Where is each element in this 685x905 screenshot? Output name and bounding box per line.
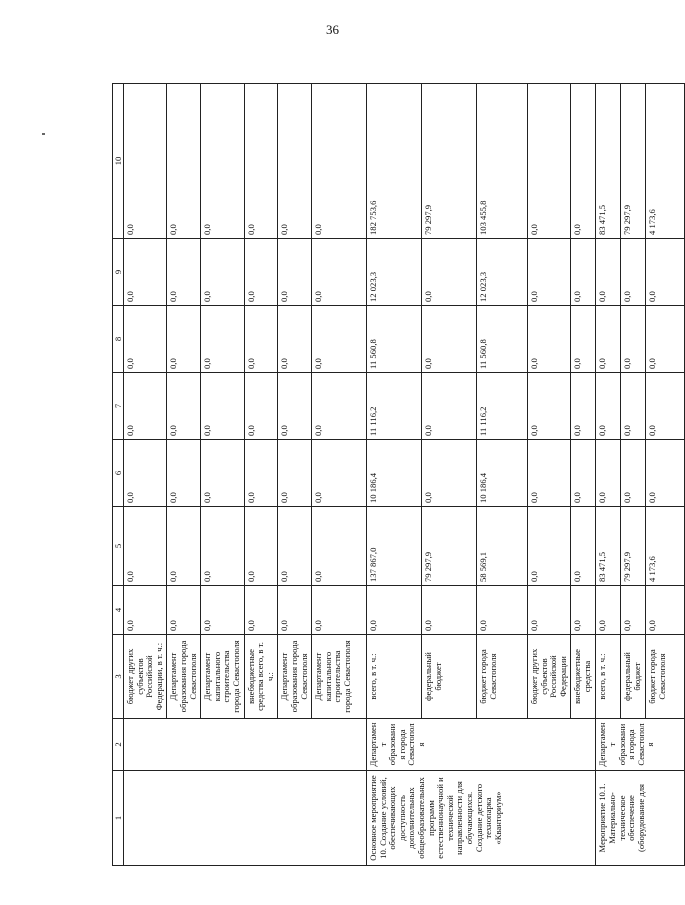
value-cell: 0,0 <box>167 440 201 507</box>
value-cell: 11 560,8 <box>477 306 528 373</box>
value-cell: 0,0 <box>167 507 201 586</box>
value-cell: 0,0 <box>167 586 201 635</box>
value-cell: 0,0 <box>528 586 571 635</box>
header-cell: 3 <box>113 635 124 719</box>
empty-cell <box>124 771 367 866</box>
value-cell: 0,0 <box>528 440 571 507</box>
header-row <box>113 84 124 866</box>
value-cell: 0,0 <box>124 507 167 586</box>
value-cell: 0,0 <box>278 586 312 635</box>
value-cell: 0,0 <box>244 306 278 373</box>
value-cell: 0,0 <box>201 373 244 440</box>
value-cell: 0,0 <box>278 84 312 239</box>
value-cell: 0,0 <box>124 440 167 507</box>
header-cell: 9 <box>113 239 124 306</box>
value-cell: 0,0 <box>124 373 167 440</box>
value-cell: 0,0 <box>167 373 201 440</box>
value-cell: 0,0 <box>124 84 167 239</box>
header-cell: 7 <box>113 373 124 440</box>
value-cell: 0,0 <box>528 84 571 239</box>
value-cell: 0,0 <box>646 373 685 440</box>
table-row <box>124 84 167 866</box>
value-cell: 0,0 <box>312 239 367 306</box>
responsible-executor: Департамент образования города Севастополя <box>367 719 596 771</box>
activity-name: Основное мероприятие 10. Создание условий, обеспечивающих доступность дополнительных общеобразовательных программ естественнонаучной и технической направленности для обучающихся. Создание детского технопарка «Кванториум» <box>367 771 596 866</box>
value-cell: 0,0 <box>312 507 367 586</box>
funding-source: Департамент образования города Севастополя <box>167 635 201 719</box>
value-cell: 83 471,5 <box>596 84 621 239</box>
value-cell: 0,0 <box>621 440 646 507</box>
value-cell: 0,0 <box>201 239 244 306</box>
value-cell: 0,0 <box>571 306 596 373</box>
value-cell: 0,0 <box>244 440 278 507</box>
funding-source: всего, в т. ч.: <box>367 635 422 719</box>
value-cell: 0,0 <box>621 239 646 306</box>
value-cell: 79 297,9 <box>621 507 646 586</box>
value-cell: 11 116,2 <box>367 373 422 440</box>
value-cell: 0,0 <box>278 440 312 507</box>
value-cell: 0,0 <box>278 306 312 373</box>
scan-speck <box>42 133 45 135</box>
value-cell: 0,0 <box>571 507 596 586</box>
value-cell: 0,0 <box>278 239 312 306</box>
header-cell: 5 <box>113 507 124 586</box>
value-cell: 0,0 <box>167 84 201 239</box>
value-cell: 0,0 <box>244 373 278 440</box>
value-cell: 0,0 <box>571 373 596 440</box>
table-row <box>367 84 422 866</box>
value-cell: 0,0 <box>571 440 596 507</box>
value-cell: 79 297,9 <box>621 84 646 239</box>
value-cell: 0,0 <box>201 306 244 373</box>
value-cell: 10 186,4 <box>477 440 528 507</box>
value-cell: 0,0 <box>646 440 685 507</box>
value-cell: 0,0 <box>571 586 596 635</box>
value-cell: 0,0 <box>528 373 571 440</box>
funding-source: бюджет других субъектов Российской Федерации, в т. ч.: <box>124 635 167 719</box>
funding-source: Департамент капитального строительства города Севастополя <box>201 635 244 719</box>
table-row <box>596 84 621 866</box>
budget-table <box>112 83 685 866</box>
header-cell: 4 <box>113 586 124 635</box>
funding-source: всего, в т. ч.: <box>596 635 621 719</box>
value-cell: 0,0 <box>621 373 646 440</box>
value-cell: 11 116,2 <box>477 373 528 440</box>
rotated-table-wrapper <box>112 84 668 866</box>
value-cell: 0,0 <box>646 586 685 635</box>
value-cell: 0,0 <box>422 306 477 373</box>
value-cell: 0,0 <box>528 306 571 373</box>
responsible-executor: Департамент образования города Севастополя <box>596 719 685 771</box>
funding-source: бюджет города Севастополя <box>646 635 685 719</box>
empty-cell <box>124 719 367 771</box>
funding-source: бюджет других субъектов Российской Федерации <box>528 635 571 719</box>
value-cell: 0,0 <box>596 440 621 507</box>
value-cell: 0,0 <box>571 84 596 239</box>
header-cell: 2 <box>113 719 124 771</box>
value-cell: 0,0 <box>201 84 244 239</box>
value-cell: 0,0 <box>571 239 596 306</box>
value-cell: 12 023,3 <box>477 239 528 306</box>
value-cell: 0,0 <box>646 239 685 306</box>
funding-source: Департамент капитального строительства города Севастополя <box>312 635 367 719</box>
funding-source: внебюджетные средства всего, в т. ч.: <box>244 635 278 719</box>
value-cell: 79 297,9 <box>422 507 477 586</box>
value-cell: 0,0 <box>621 586 646 635</box>
value-cell: 0,0 <box>422 440 477 507</box>
value-cell: 0,0 <box>422 239 477 306</box>
funding-source: федеральный бюджет <box>422 635 477 719</box>
value-cell: 79 297,9 <box>422 84 477 239</box>
value-cell: 0,0 <box>312 440 367 507</box>
header-cell: 6 <box>113 440 124 507</box>
value-cell: 0,0 <box>167 306 201 373</box>
value-cell: 0,0 <box>646 306 685 373</box>
value-cell: 0,0 <box>124 306 167 373</box>
value-cell: 0,0 <box>422 373 477 440</box>
value-cell: 4 173,6 <box>646 507 685 586</box>
value-cell: 58 569,1 <box>477 507 528 586</box>
value-cell: 0,0 <box>201 440 244 507</box>
value-cell: 0,0 <box>596 239 621 306</box>
value-cell: 0,0 <box>528 507 571 586</box>
header-cell: 10 <box>113 84 124 239</box>
value-cell: 0,0 <box>367 586 422 635</box>
header-cell: 8 <box>113 306 124 373</box>
header-cell: 1 <box>113 771 124 866</box>
value-cell: 11 560,8 <box>367 306 422 373</box>
value-cell: 0,0 <box>244 239 278 306</box>
funding-source: внебюджетные средства <box>571 635 596 719</box>
value-cell: 0,0 <box>312 373 367 440</box>
funding-source: федеральный бюджет <box>621 635 646 719</box>
value-cell: 0,0 <box>596 373 621 440</box>
value-cell: 0,0 <box>422 586 477 635</box>
funding-source: бюджет города Севастополя <box>477 635 528 719</box>
value-cell: 4 173,6 <box>646 84 685 239</box>
value-cell: 0,0 <box>312 306 367 373</box>
value-cell: 182 753,6 <box>367 84 422 239</box>
value-cell: 0,0 <box>167 239 201 306</box>
value-cell: 0,0 <box>244 84 278 239</box>
value-cell: 0,0 <box>201 586 244 635</box>
value-cell: 0,0 <box>124 239 167 306</box>
value-cell: 137 867,0 <box>367 507 422 586</box>
value-cell: 103 455,8 <box>477 84 528 239</box>
value-cell: 0,0 <box>528 239 571 306</box>
value-cell: 83 471,5 <box>596 507 621 586</box>
value-cell: 0,0 <box>278 507 312 586</box>
value-cell: 0,0 <box>244 586 278 635</box>
value-cell: 12 023,3 <box>367 239 422 306</box>
value-cell: 0,0 <box>596 586 621 635</box>
value-cell: 0,0 <box>312 84 367 239</box>
value-cell: 0,0 <box>477 586 528 635</box>
value-cell: 0,0 <box>596 306 621 373</box>
value-cell: 0,0 <box>201 507 244 586</box>
value-cell: 0,0 <box>312 586 367 635</box>
value-cell: 0,0 <box>621 306 646 373</box>
value-cell: 0,0 <box>244 507 278 586</box>
funding-source: Департамент образования города Севастополя <box>278 635 312 719</box>
page-number: 36 <box>326 22 339 37</box>
value-cell: 0,0 <box>278 373 312 440</box>
value-cell: 0,0 <box>124 586 167 635</box>
value-cell: 10 186,4 <box>367 440 422 507</box>
activity-name: Мероприятие 10.1. Материально-техническое обеспечение (оборудование для <box>596 771 685 866</box>
